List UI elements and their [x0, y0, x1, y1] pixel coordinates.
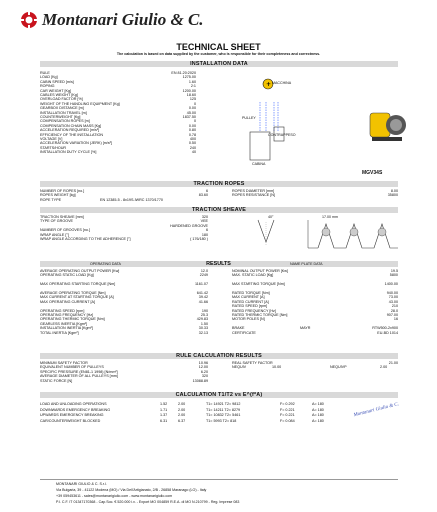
- calc-b: 2.00: [178, 407, 186, 412]
- row-label: MAX CURRENT AT STARTING TORQUE [A]: [40, 295, 114, 300]
- row-label: RATED SPEED [rpm]: [232, 304, 268, 309]
- row-value: 0.80: [188, 128, 196, 133]
- row-value: 41.66: [198, 299, 208, 304]
- calc-e: A= 180: [312, 407, 324, 412]
- row-label: WRAP ANGLE [°]: [40, 232, 69, 237]
- calc-c: T1= 10832 T2= 5461: [206, 413, 241, 418]
- row-value: 18.60: [186, 93, 196, 97]
- calc-d: F= 0.084: [280, 418, 295, 423]
- nequiv-label2: NEQUIVP: [330, 365, 347, 370]
- row-label: RATED THERMIC TORQUE [Nm]: [232, 313, 288, 317]
- row-label: ROPES WEIGHT [kg]: [40, 193, 76, 198]
- row-value: 5800: [389, 273, 398, 278]
- calc-c: T1= 14211 T2= 8279: [206, 407, 241, 412]
- calc-b: 2.00: [178, 402, 186, 406]
- row-value: 907.00: [386, 313, 398, 317]
- installation-diagram: [240, 72, 325, 172]
- calc-label: UPWARDS EMERGENCY BREAKING: [40, 413, 104, 418]
- calc-e: A= 180: [312, 418, 324, 423]
- row-label: RATED TORQUE [Nm]: [232, 291, 270, 295]
- row-label: EQUIVALENT NUMBER OF PULLEYS: [40, 365, 104, 370]
- row-value: 6: [205, 228, 208, 233]
- row-label: LOAD [Kg]: [40, 75, 58, 80]
- row-label: ROPES DIAMETER [mm]: [232, 189, 275, 193]
- calc-a: 6.31: [160, 418, 168, 423]
- cert-label: CERTIFICATE: [232, 330, 256, 335]
- row-label: INSTALLATION TRAVEL [m]: [40, 110, 87, 115]
- row-value: 0.50: [188, 141, 196, 146]
- row-label: REAL SAFETY FACTOR: [232, 361, 273, 365]
- row-value: 25.3: [200, 313, 208, 317]
- calc-c: T1= 5993 T2= 818: [206, 418, 237, 423]
- section-rule-calc: RULE CALCULATION RESULTS: [40, 353, 398, 359]
- footer-divider: [40, 479, 398, 480]
- calc-d: F= 0.292: [280, 402, 295, 406]
- calc-d: F= 0.221: [280, 413, 295, 418]
- calc-label: CAR/COUNTERWEIGHT BLOCKED: [40, 418, 101, 423]
- row-label: RATED CURRENT [A]: [232, 299, 269, 304]
- row-label: MAX OPERATING STARTING TORQUE [Nm]: [40, 282, 116, 287]
- row-value: 400: [189, 137, 196, 141]
- row-value: 6.20: [200, 369, 208, 374]
- gear-logo-icon: [20, 11, 38, 29]
- row-label: OPERATING STATIC LOAD [Kg]: [40, 273, 94, 278]
- row-value: 240: [189, 145, 196, 150]
- row-label: STATIC FORCE [N]: [40, 378, 73, 383]
- row-label: CABLES WEIGHT [Kg]: [40, 93, 78, 97]
- row-label: TYPE OF GROOVE: [40, 219, 73, 224]
- row-label: OPERATING SPEED [rpm]: [40, 308, 85, 313]
- groove-angle: 40°: [268, 215, 274, 219]
- row-value: EN 81.20:2020: [171, 71, 196, 75]
- row-value: VEE: [200, 219, 208, 224]
- row-value: 12.0: [200, 269, 208, 273]
- row-value: 35800: [387, 193, 398, 198]
- groove-width: 17.00 mm: [322, 215, 338, 219]
- diagram-label-pulley: PULLEY: [242, 116, 256, 120]
- row-value: ( 176/180 ): [190, 237, 208, 241]
- row-label: GEARBOX DISTANCE [m]: [40, 106, 84, 111]
- diagram-label-cabin: CABINA: [252, 162, 266, 166]
- row-label: OVERLOAD FACTOR [%]: [40, 97, 83, 102]
- row-value: 1400.00: [384, 282, 398, 287]
- row-label: MAX. STATIC LOAD [Kg]: [232, 273, 274, 278]
- row-label: RATED FREQUENCY [Hz]: [232, 308, 276, 313]
- results-col-right: NAME PLATE DATA: [290, 262, 323, 266]
- row-label: MOTOR POLES [N]: [232, 317, 265, 322]
- results-col-left: OPERATING DATA: [90, 262, 121, 266]
- row-value: 0.00: [188, 123, 196, 128]
- row-value: 1.50: [200, 321, 208, 326]
- row-label: NOMINAL OUTPUT POWER [Kw]: [232, 269, 288, 273]
- row-value: 190: [201, 308, 208, 313]
- row-value: 43.00: [388, 299, 398, 304]
- row-label: MAX STARTING TORQUE [Nm]: [232, 282, 285, 287]
- row-label: RULE: [40, 71, 50, 75]
- row-value: 45.00: [186, 110, 196, 115]
- row-value: 429.83: [196, 317, 208, 322]
- row-label: COMPENSATION CHAIN MASS [Kg]: [40, 123, 102, 128]
- row-value: 0.78: [188, 132, 196, 137]
- row-value: 1275.00: [182, 75, 196, 80]
- motor-image: [368, 105, 408, 145]
- brake-label: BRAKE: [232, 326, 245, 331]
- row-label: GEARLESS INERTIA [Kgm²]: [40, 321, 88, 326]
- calc-label: DOWNWARDS EMERGENCY BREAKING: [40, 407, 111, 412]
- row-label: ACCELERATION REQUIRED [m/s²]: [40, 128, 100, 133]
- row-value: 0.00: [188, 106, 196, 111]
- row-value: 40: [191, 150, 196, 155]
- row-label: INSTALLATION INERTIA [Kgm²]: [40, 326, 93, 331]
- calc-label: LOAD AND UNLOADING OPERATIONS: [40, 402, 107, 406]
- diagram-label-counterweight: CONTRAPPESO: [268, 133, 296, 137]
- row-label: INSTALLATION DUTY CYCLE [%]: [40, 150, 97, 155]
- calc-a: 1.52: [160, 402, 168, 406]
- footer-line3: +39 059453611 - sales@montanarigiulio.com - www.montanarigiulio.com: [56, 494, 173, 498]
- row-label: OPERATING THERMIC TORQUE [Nm]: [40, 317, 105, 322]
- section-traction-sheave: TRACTION SHEAVE: [40, 207, 398, 213]
- row-label: EFFICIENCY OF THE INSTALLATION: [40, 132, 104, 137]
- brand-name: Montanari Giulio & C.: [42, 10, 204, 29]
- row-value: 8.00: [390, 189, 398, 193]
- row-label: STARTS/HOUR: [40, 145, 67, 150]
- row-value: 13088.89: [192, 378, 208, 383]
- row-label: ROPING: [40, 84, 55, 89]
- footer-line4: P.I. C.F. IT 01347170368 - Cap.Soc. € 520.000 i.v. - Export MO 004859 R.E.A. di MO N.210799 - Reg. Imprese 083: [56, 500, 240, 504]
- row-value: 10.96: [198, 361, 208, 365]
- row-value: 1.60: [188, 79, 196, 84]
- row-label: ROPE TYPE: [40, 197, 62, 202]
- row-label: MAX OPERATING CURRENT [A]: [40, 299, 95, 304]
- row-value: 320: [201, 215, 208, 219]
- row-label: WRAP ANGLE ACCORDING TO THE ADHERENCE [°]: [40, 237, 131, 241]
- row-value: 6: [205, 189, 208, 193]
- nequiv-value: 10.00: [272, 365, 282, 370]
- row-value: 180: [201, 232, 208, 237]
- calc-e: A= 180: [312, 413, 324, 418]
- calc-c: T1= 14921 T2= 9812: [206, 402, 241, 406]
- section-traction-ropes: TRACTION ROPES: [40, 181, 398, 187]
- row-value: 32.13: [198, 330, 208, 335]
- logo: [20, 11, 38, 29]
- row-label: NUMBER OF ROPES [no.]: [40, 189, 85, 193]
- row-value: 0: [193, 119, 196, 124]
- page-subtitle: The calculation is based on data supplied by the customer, who is responsible for their completeness and correctness.: [116, 52, 321, 56]
- groove-drawing: [256, 218, 406, 254]
- row-label: MAX CURRENT [A]: [232, 295, 265, 300]
- row-value: 16: [393, 317, 398, 322]
- row-value: 210: [391, 304, 398, 309]
- row-value: HARDENED GROOVE: [170, 223, 208, 228]
- diagram-label-machine: MACCHINA: [272, 81, 292, 85]
- calc-d: F= 0.221: [280, 407, 295, 412]
- row-value: 1200.00: [182, 88, 196, 93]
- motor-model: MGV34S: [362, 170, 383, 176]
- calc-b: 6.37: [178, 418, 186, 423]
- row-value: 2249: [199, 273, 208, 278]
- row-value: 940.00: [386, 291, 398, 295]
- calc-a: 1.37: [160, 413, 168, 418]
- row-value: 30.33: [198, 326, 208, 331]
- footer-line2: Via Bulgaria, 39 - 41122 Modena (MO) / Via Dell'Artigianato, 2/B - 26858 Maranago (LO) - Italy: [56, 488, 207, 492]
- row-label: CAR WEIGHT [Kg]: [40, 88, 72, 93]
- brake-model: RTW500-2x900: [372, 326, 398, 331]
- row-value: 2:1: [190, 84, 196, 89]
- row-value: 320: [201, 374, 208, 379]
- row-value: 28.0: [390, 308, 398, 313]
- signature-stamp: Montanari Giulio & C.: [353, 402, 400, 419]
- row-value: 1837.50: [182, 115, 196, 119]
- row-label: TRACTION SHEAVE [mm]: [40, 215, 84, 219]
- row-value: 641.42: [196, 291, 208, 295]
- cert-value: EU-BD 1014: [377, 330, 398, 335]
- brake-maker: MAYR: [300, 326, 311, 331]
- nequiv-value2: 2.00: [380, 365, 388, 370]
- row-value: 73.00: [388, 295, 398, 300]
- section-calc-t: CALCULATION T1/T2 vs E^(f*A): [40, 392, 398, 398]
- svg-text:+: +: [266, 81, 272, 88]
- row-label: AVERAGE OPERATING TORQUE [Nm]: [40, 291, 106, 295]
- row-label: ACCELERATION VARIATION (JERK) [m/s³]: [40, 141, 112, 146]
- row-label: SPECIFIC PRESSURE (EN81-1 1998) [N/mm²]: [40, 369, 118, 374]
- calc-a: 1.71: [160, 407, 168, 412]
- row-value: 0: [193, 101, 196, 106]
- row-label: OPERATING FREQUENCY [Hz]: [40, 313, 94, 317]
- row-value: 39.42: [198, 295, 208, 300]
- footer-line1: MONTANARI GIULIO & C. S.r.l.: [56, 482, 107, 486]
- row-label: WEIGHT OF THE HANDLING EQUIPMENT [Kg]: [40, 101, 120, 106]
- row-value: 19.5: [390, 269, 398, 273]
- calc-b: 2.00: [178, 413, 186, 418]
- row-value: 125: [189, 97, 196, 102]
- row-label: TOTAL INERTIA [Kgm²]: [40, 330, 79, 335]
- page-title: TECHNICAL SHEET: [176, 42, 261, 52]
- row-label: AVERAGE DIAMETER OF ALL PULLEYS [mm]: [40, 374, 118, 379]
- nequiv-label: NEQUIV: [232, 365, 247, 370]
- calc-e: A= 180: [312, 402, 324, 406]
- row-label: NUMBER OF GROOVES [no.]: [40, 228, 90, 233]
- row-label: VOLTAGE [V]: [40, 137, 63, 141]
- results-title: RESULTS: [206, 261, 231, 267]
- row-label: COUNTERWEIGHT [Kg]: [40, 115, 81, 119]
- row-value: EN 12385-5 - 8x19S-IWRC 1370/1770: [100, 197, 163, 202]
- row-value: 1161.07: [194, 282, 208, 287]
- row-label: COMPENSATION ROPES [m]: [40, 119, 90, 124]
- row-label: MINIMUM SAFETY FACTOR: [40, 361, 88, 365]
- section-installation: INSTALLATION DATA: [40, 61, 398, 67]
- row-label: CABIN SPEED [m/s]: [40, 79, 74, 84]
- row-value: 83.60: [198, 193, 208, 198]
- row-value: 12.00: [198, 365, 208, 370]
- row-label: AVERAGE OPERATING OUTPUT POWER [Kw]: [40, 269, 120, 273]
- row-value: 21.00: [388, 361, 398, 365]
- row-label: ROPES RESISTANCE [N]: [232, 193, 275, 198]
